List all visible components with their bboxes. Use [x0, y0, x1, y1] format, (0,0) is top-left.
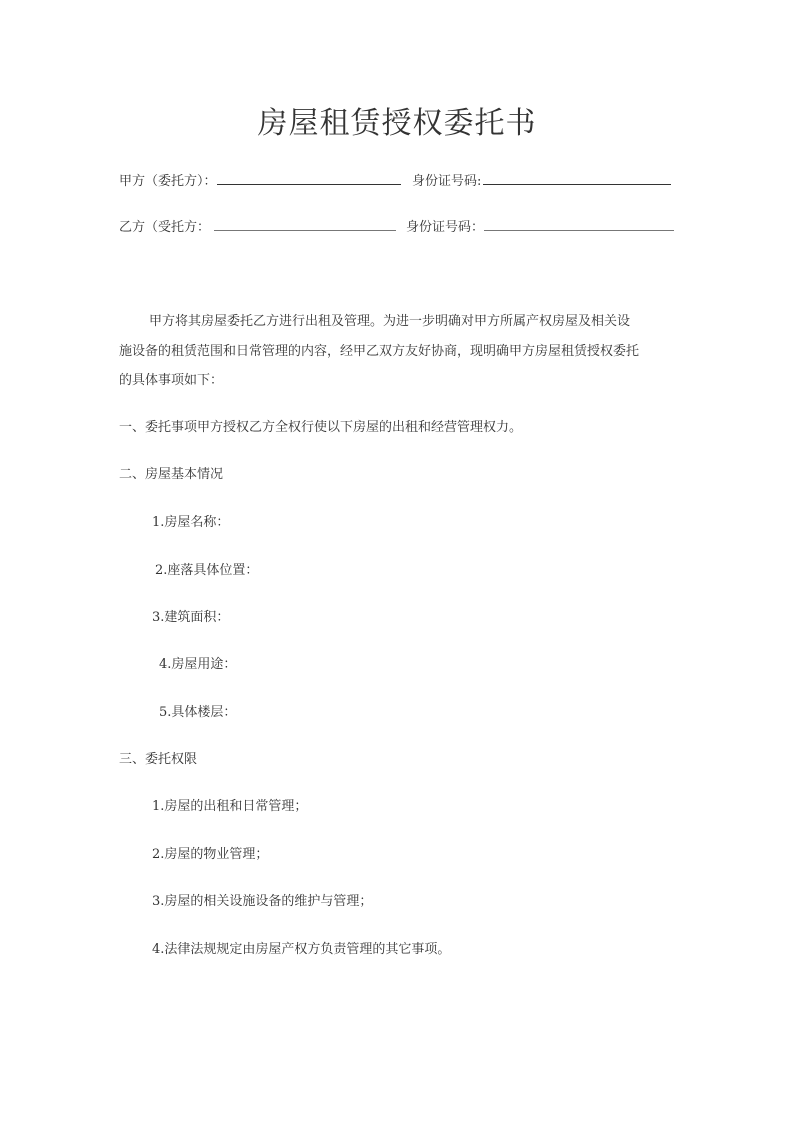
section-3-item: 4.法律法规规定由房屋产权方负责管理的其它事项。 — [152, 942, 451, 957]
party-a-label: 甲方（委托方）： — [119, 174, 217, 189]
party-b-id-row — [406, 216, 674, 235]
party-b-label: 乙方（受托方： — [119, 220, 211, 235]
party-a-name-field[interactable] — [217, 172, 401, 185]
section-2-item: 4.房屋用途： — [159, 657, 237, 672]
document-title: 房屋租赁授权委托书 — [257, 106, 537, 141]
section-2-heading: 二、房屋基本情况 — [119, 467, 224, 482]
section-3-item: 2.房屋的物业管理； — [152, 847, 269, 862]
party-b-name-field[interactable] — [214, 218, 396, 231]
party-a-id-row — [412, 170, 671, 189]
section-2-item: 2.座落具体位置： — [155, 563, 259, 578]
section-2-item: 3.建筑面积： — [152, 610, 230, 625]
section-2-item: 1.房屋名称： — [152, 515, 230, 530]
party-b-id-field[interactable] — [484, 218, 674, 231]
section-3-item: 3.房屋的相关设施设备的维护与管理； — [152, 894, 373, 909]
intro-line-1: 甲方将其房屋委托乙方进行出租及管理。为进一步明确对甲方所属产权房屋及相关设 — [149, 314, 631, 329]
party-a-row — [119, 170, 401, 189]
section-1: 一、委托事项甲方授权乙方全权行使以下房屋的出租和经营管理权力。 — [119, 420, 523, 435]
party-a-id-label: 身份证号码: — [412, 174, 482, 189]
intro-line-3: 的具体事项如下： — [119, 373, 224, 388]
intro-line-2: 施设备的租赁范围和日常管理的内容，经甲乙双方友好协商，现明确甲方房屋租赁授权委托 — [119, 344, 640, 359]
party-a-id-field[interactable] — [483, 172, 671, 185]
section-2-item: 5.具体楼层： — [159, 705, 237, 720]
section-3-item: 1.房屋的出租和日常管理； — [152, 799, 308, 814]
party-b-id-label: 身份证号码： — [406, 220, 485, 235]
section-3-heading: 三、委托权限 — [119, 752, 198, 767]
party-b-row — [119, 216, 396, 235]
